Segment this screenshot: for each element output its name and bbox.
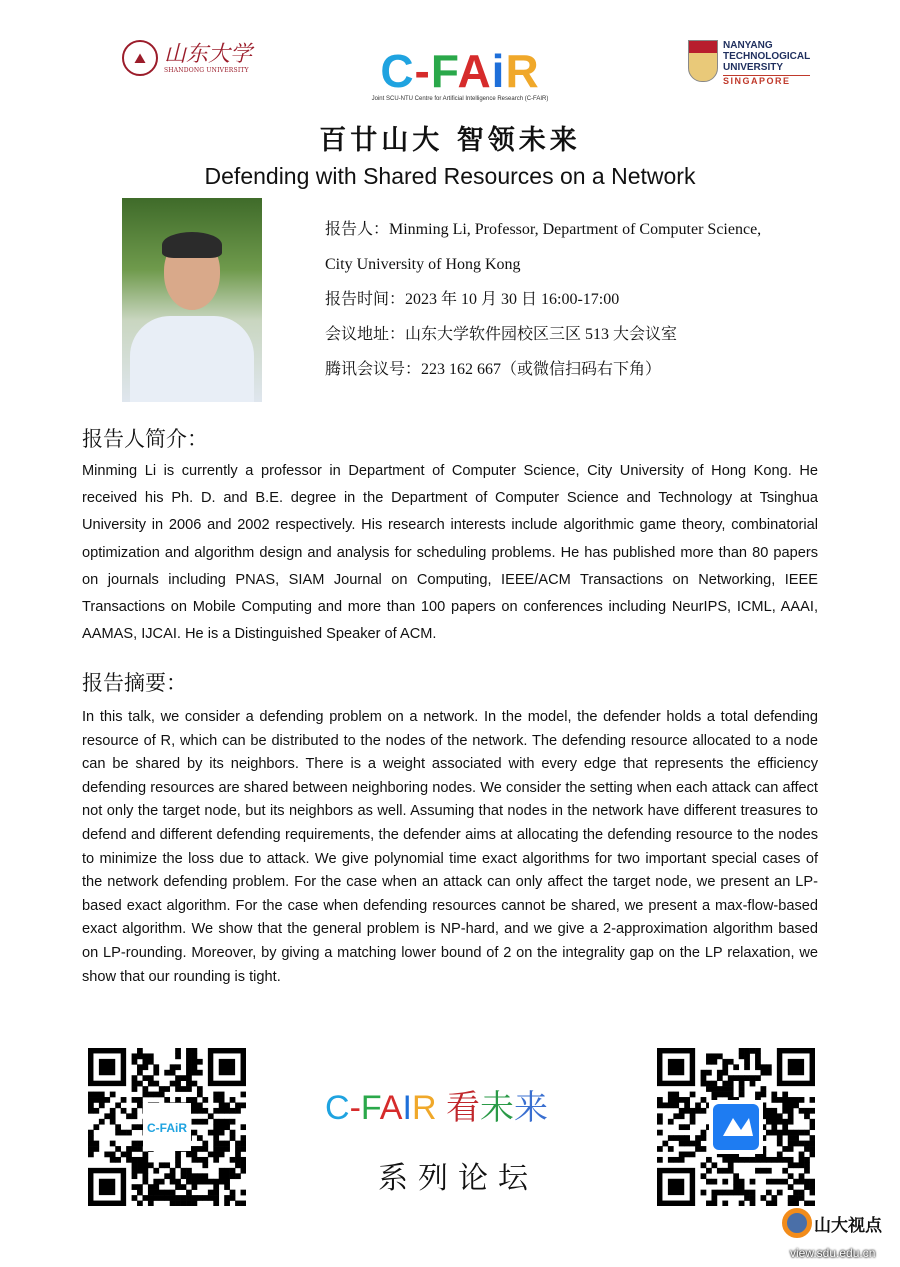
watermark-cn: 山大视点 [814, 1215, 882, 1235]
affiliation-line: City University of Hong Kong [325, 256, 521, 273]
watermark-url: view.sdu.edu.cn [790, 1246, 876, 1260]
shandong-university-logo [122, 40, 252, 76]
qr-center-label: C-FAiR [147, 1121, 187, 1135]
bio-heading: 报告人简介： [82, 427, 208, 451]
wechat-qr-code[interactable] [88, 1048, 246, 1206]
location-line: 会议地址：山东大学软件园校区三区 513 大会议室 [325, 326, 678, 343]
logo-letter: i [491, 45, 506, 97]
logo-letter: C [380, 45, 415, 97]
ntu-line: UNIVERSITY [723, 62, 784, 73]
logo-letter: - [414, 45, 431, 97]
talk-title: Defending with Shared Resources on a Network [204, 163, 696, 189]
series-char: 未 [479, 1089, 514, 1127]
tencent-meeting-qr-code[interactable] [657, 1048, 815, 1206]
speaker-line: 报告人：Minming Li, Professor, Department of Computer Science, [325, 221, 762, 238]
ntu-line: NANYANG [723, 40, 773, 51]
cfair-logo [350, 45, 570, 102]
series-char: 来 [513, 1089, 548, 1127]
sdu-logo-en: SHANDONG UNIVERSITY [164, 66, 249, 74]
series-char: A [379, 1089, 403, 1127]
meeting-id-line: 腾讯会议号：223 162 667（或微信扫码右下角） [325, 361, 662, 378]
series-title [325, 1080, 548, 1129]
ntu-singapore: SINGAPORE [723, 75, 810, 87]
series-char: F [360, 1089, 380, 1127]
talk-info [325, 218, 761, 393]
ntu-crest-icon [688, 40, 718, 82]
series-char: 看 [436, 1089, 480, 1127]
sdu-logo-cn: 山东大学 [164, 41, 253, 67]
ntu-logo [688, 40, 810, 87]
time-line: 报告时间：2023 年 10 月 30 日 16:00-17:00 [325, 291, 620, 308]
abstract-text: In this talk, we consider a defending problem on a network. In the model, the defender holds a total defending resource of R, which can be distributed to the nodes of the network. The defending resource allocated to a node can be shared by its neighbors. There is a weight associated with every edge that represents the efficiency defending resources are shared between neighboring nodes. We consider the setting when each attack can affect not only the target node, but its neighbors as well. Assuming that nodes in the network have different treasures to defend and different defending requirements, the defender aims at allocating the defending resource to the nodes to minimize the loss due to attack. We give polynomial time exact algorithms for two important special cases of the network defending problem. For the case when an attack can only affect the target node, we present an LP-based exact algorithm. For the case when defending resources cannot be shared, we present a max-flow-based exact algorithm. We show that the general problem is NP-hard, and we give a 2-approximation algorithm based on LP-rounding. Moreover, by giving a matching lower bound of 2 on the integrality gap on the LP relaxation, we show that our rounding is tight. [82, 709, 818, 985]
bio-text: Minming Li is currently a professor in Department of Computer Science, City University of Hong Kong. He received his Ph. D. and B.E. degree in the Department of Computer Science and Technology at Tsinghua University in 2006 and 2002 respectively. His research interests include algorithmic game theory, combinatorial optimization and algorithm design and analysis for scheduling problems. He has published more than 80 papers on journals including PNAS, SIAM Journal on Computing, IEEE/ACM Transactions on Networking, IEEE Transactions on Mobile Computing and more than 100 papers on conferences including NeurIPS, ICML, AAAI, AAMAS, IJCAI. He is a Distinguished Speaker of ACM. [82, 463, 818, 643]
slogan: 百廿山大 智领未来 [319, 125, 581, 156]
forum-label: 系列论坛 [378, 1161, 538, 1196]
series-char: C [325, 1089, 350, 1127]
eye-logo-icon [782, 1208, 812, 1238]
series-char: - [349, 1089, 361, 1127]
logo-letter: A [457, 45, 492, 97]
logo-letter: F [430, 45, 458, 97]
cfair-logo-text [350, 45, 570, 97]
series-char: R [411, 1089, 437, 1127]
series-char: I [402, 1089, 412, 1127]
cfair-subtitle: Joint SCU-NTU Centre for Artificial Intelligence Research (C-FAIR) [371, 96, 549, 102]
university-seal-icon: ⛰ [122, 40, 158, 76]
ntu-line: TECHNOLOGICAL [723, 51, 811, 62]
logo-letter: R [505, 45, 540, 97]
speaker-photo [122, 198, 262, 402]
abstract-heading: 报告摘要： [82, 671, 187, 695]
watermark [782, 1208, 882, 1238]
